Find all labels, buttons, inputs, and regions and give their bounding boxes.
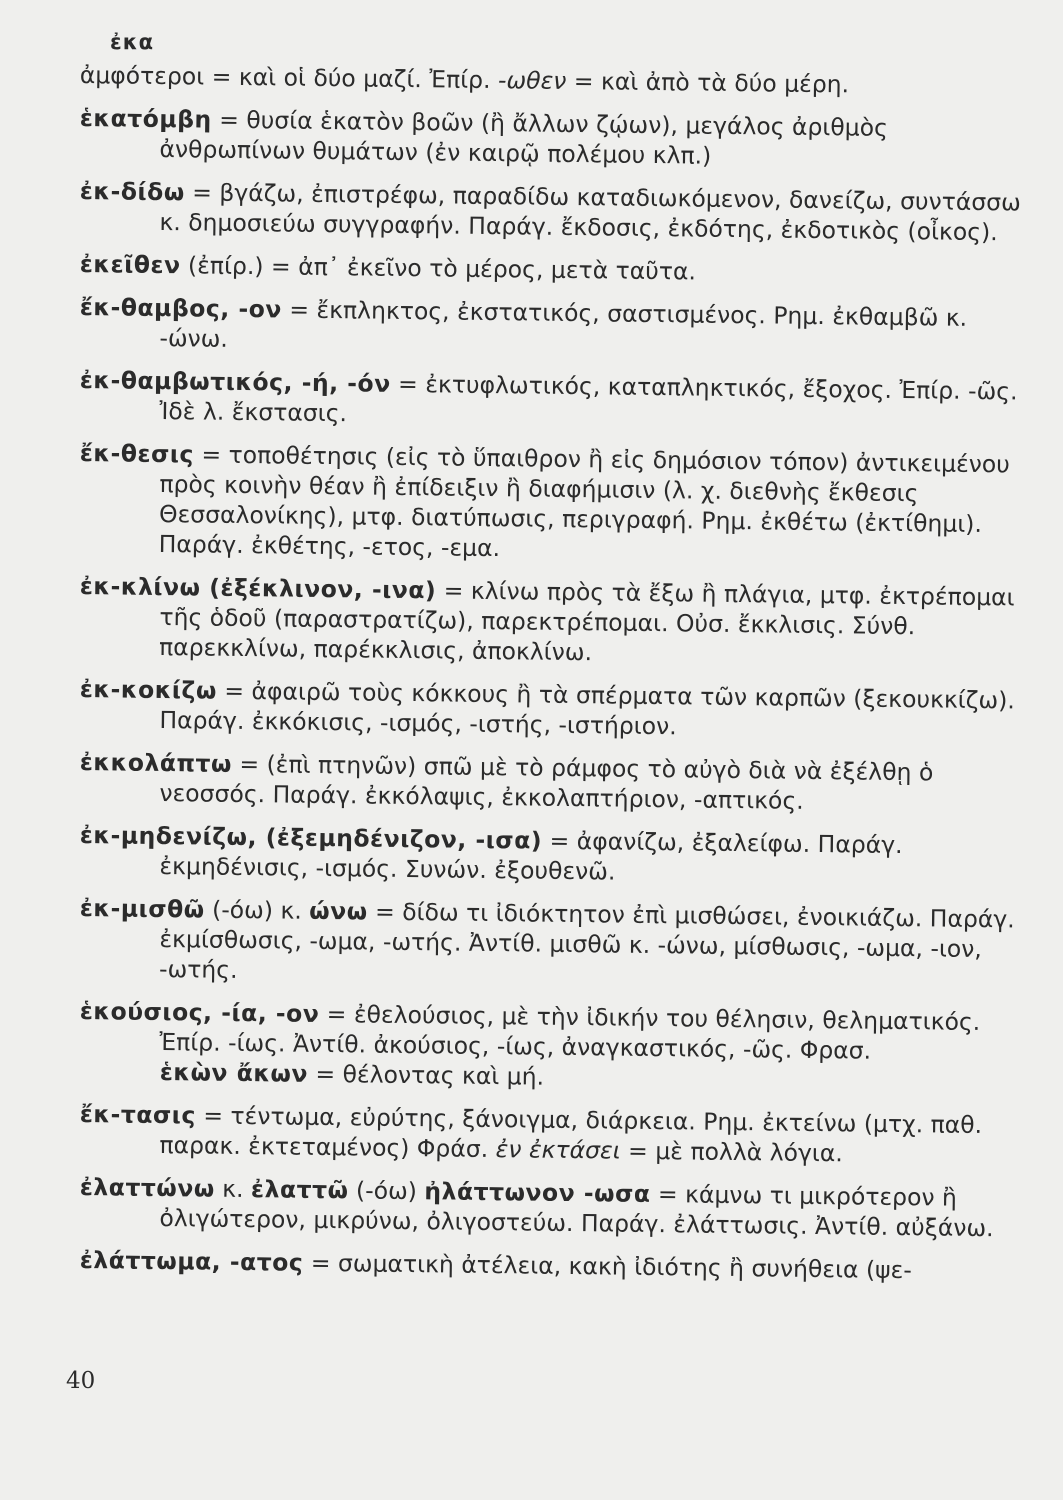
entry-continuation	[80, 60, 1040, 102]
entry-definition-rest: (-όω)	[348, 1176, 425, 1206]
entry-ektasis	[79, 1099, 1040, 1171]
entry-list	[80, 60, 1040, 1288]
entry-ekkolapto	[79, 747, 1040, 819]
entry-definition: = θυσία ἑκατὸν βοῶν (ἢ ἄλλων ζῴων), μεγάλος ἀριθμὸς ἀνθρωπίνων θυμάτων (ἐν καιρῷ πολέμου κλπ.)	[159, 105, 889, 170]
entry-definition: = σωματικὴ ἀτέλεια, κακὴ ἰδιότης ἢ συνήθεια (ψε-	[303, 1248, 913, 1285]
entry-headword: ἐλάττωμα, -ατος	[79, 1245, 304, 1277]
entry-phrase: ἑκὼν ἄκων	[159, 1057, 309, 1088]
entry-headword-variant: ώνω	[309, 896, 368, 926]
entry-headword-variant: ἐλαττῶ	[250, 1175, 349, 1205]
entry-definition: = τοποθέτησις (εἰς τὸ ὕπαιθρον ἢ εἰς δημόσιον τόπον) ἀντικειμένου πρὸς κοινὴν θέαν ἢ ἐπίδειξιν ἢ διαφήμισιν (λ. χ. διεθνὴς ἔκθεσις Θεσσαλονίκης), μτφ. διατύπωσις, περιγραφή. Ρημ. ἐκθέτω (ἐκτίθημι). Παράγ. ἐκθέτης, -ετος, -εμα.	[158, 440, 1011, 563]
entry-definition: = (ἐπὶ πτηνῶν) σπῶ μὲ τὸ ράμφος τὸ αὐγὸ διὰ νὰ ἐξέλθῃ ὁ νεοσσός. Παράγ. ἐκκόλαψις, ἐκκολαπτήριον, -απτικός.	[159, 749, 934, 815]
entry-headword: ἔκ-τασις	[79, 1099, 197, 1130]
entry-headword: ἑκατόμβη	[79, 103, 212, 134]
entry-headword: ἐκ-δίδω	[79, 176, 185, 207]
entry-ekmidenizo	[79, 820, 1040, 892]
entry-headword: ἐκκολάπτω	[79, 747, 233, 778]
entry-definition-rest: = δίδω τι ἰδιόκτητον ἐπὶ μισθώσει, ἐνοικιάζω. Παράγ. ἐκμίσθωσις, -ωμα, -ωτής. Ἀντίθ. μισθῶ κ. -ώνω, μίσθωσις, -ωμα, -ιον, -ωτής.	[158, 897, 1015, 984]
entry-definition: = ἐθελούσιος, μὲ τὴν ἰδικήν του θέλησιν, θεληματικός. Ἐπίρ. -ίως. Ἀντίθ. ἀκούσιος, -ίως, ἀναγκαστικός, -ῶς. Φρασ.	[159, 999, 981, 1065]
entry-definition: = τέντωμα, εὐρύτης, ξάνοιγμα, διάρκεια. Ρημ. ἐκτείνω (μτχ. παθ. παρακ. ἐκτεταμένος) Φράσ.	[159, 1101, 983, 1164]
entry-definition-rest: = κάμνω τι μικρότερον ἢ ὀλιγώτερον, μικρύνω, ὀλιγοστεύω. Παράγ. ἐλάττωσις. Ἀντίθ. αὐξάνω.	[159, 1179, 994, 1243]
entry-ekklino	[79, 571, 1040, 673]
entry-definition: κ.	[214, 1174, 252, 1204]
entry-headword-forms: ἠλάττωνον -ωσα	[424, 1177, 651, 1208]
entry-definition: = ἐκτυφλωτικός, καταπληκτικός, ἔξοχος. Ἐπίρ. -ῶς. Ἰδὲ λ. ἔκστασις.	[159, 369, 1018, 428]
entry-definition: (-όω) κ.	[204, 895, 310, 925]
entry-definition: = ἀφαιρῶ τοὺς κόκκους ἢ τὰ σπέρματα τῶν καρπῶν (ξεκουκκίζω). Παράγ. ἐκκόκισις, -ισμός, -ιστής, -ιστήριον.	[159, 676, 1015, 741]
entry-headword: ἔκ-θεσις	[79, 438, 195, 469]
entry-headword: ἐκ-μισθῶ	[79, 893, 205, 924]
entry-definition: = κλίνω πρὸς τὰ ἔξω ἢ πλάγια, μτφ. ἐκτρέπομαι τῆς ὁδοῦ (παραστρατίζω), παρεκτρέπομαι. Οὐσ. ἔκκλισις. Σύνθ. παρεκκλίνω, παρέκκλισις, ἀποκλίνω.	[158, 576, 1015, 667]
entry-ekkokizo	[79, 674, 1040, 746]
entry-ekeithen	[80, 249, 1040, 291]
entry-ekthamvotikos	[79, 365, 1040, 437]
page-number: 40	[66, 1368, 96, 1394]
entry-definition: ἀμφότεροι = καὶ οἱ δύο μαζί. Ἐπίρ.	[79, 60, 499, 95]
entry-definition: (ἐπίρ.) = ἀπ᾽ ἐκεῖνο τὸ μέρος, μετὰ ταῦτα.	[180, 251, 697, 286]
entry-headword: ἑκούσιος, -ία, -ον	[79, 996, 320, 1028]
entry-definition: = ἀφανίζω, ἐξαλείφω. Παράγ. ἐκμηδένισις, -ισμός. Συνών. ἐξουθενῶ.	[159, 826, 903, 886]
entry-elattoma	[80, 1245, 1040, 1287]
entry-headword: ἐλαττώνω	[79, 1172, 215, 1203]
entry-definition: = θέλοντας καὶ μή.	[307, 1059, 545, 1091]
entry-ekthesis	[79, 438, 1040, 570]
running-head: ἐκα	[110, 30, 155, 54]
entry-headword: ἔκ-θαμβος, -ον	[79, 292, 283, 324]
entry-elattono	[79, 1172, 1040, 1244]
entry-ekmistho	[79, 893, 1040, 995]
entry-definition-rest: = μὲ πολλὰ λόγια.	[620, 1136, 844, 1168]
entry-headword: ἐκ-μηδενίζω, (ἐξεμηδένιζον, -ισα)	[79, 820, 543, 855]
entry-italic: -ωθεν	[497, 66, 567, 95]
entry-definition: = βγάζω, ἐπιστρέφω, παραδίδω καταδιωκόμενον, δανείζω, συντάσσω κ. δημοσιεύω συγγραφήν. Παράγ. ἔκδοσις, ἐκδότης, ἐκδοτικὸς (οἶκος).	[159, 178, 1021, 247]
entry-headword: ἐκ-κοκίζω	[79, 674, 218, 705]
entry-headword: ἐκ-κλίνω (ἐξέκλινον, -ινα)	[79, 571, 437, 605]
entry-italic: ἐν ἐκτάσει	[495, 1135, 621, 1165]
entry-ekdido	[79, 176, 1040, 248]
entry-definition: = ἔκπληκτος, ἐκστατικός, σαστισμένος. Ρημ. ἐκθαμβῶ κ. -ώνω.	[159, 295, 968, 353]
entry-headword: ἐκεῖθεν	[79, 249, 181, 280]
entry-ekthamvos	[79, 292, 1040, 364]
entry-hekatomvi	[79, 103, 1040, 175]
entry-definition-rest: = καὶ ἀπὸ τὰ δύο μέρη.	[566, 66, 850, 99]
entry-headword: ἐκ-θαμβωτικός, -ή, -όν	[79, 365, 391, 398]
